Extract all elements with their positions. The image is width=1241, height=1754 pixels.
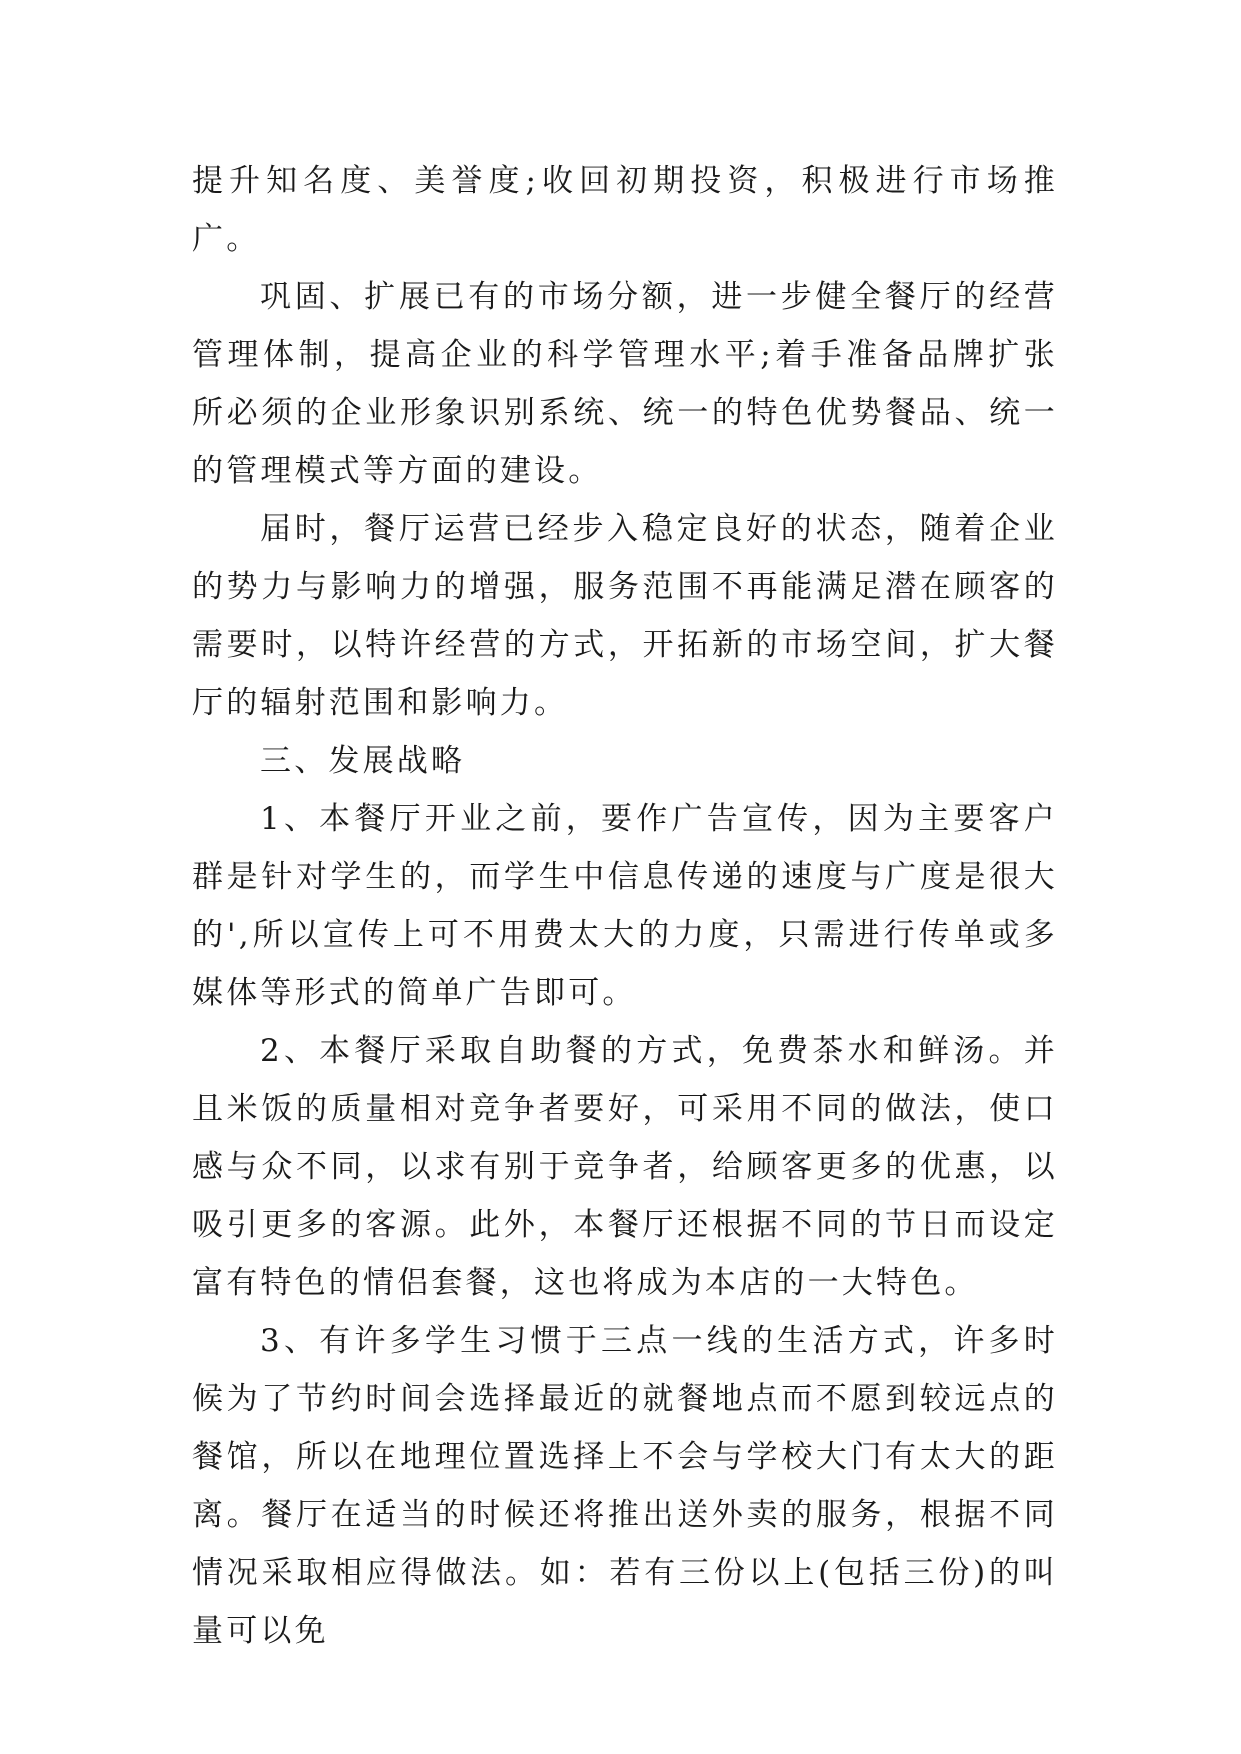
paragraph-strategy-2: 2、本餐厅采取自助餐的方式，免费茶水和鲜汤。并且米饭的质量相对竞争者要好，可采用不同的做法，使口感与众不同，以求有别于竞争者，给顾客更多的优惠，以吸引更多的客源。此外，本餐厅还根据不同的节日而设定富有特色的情侣套餐，这也将成为本店的一大特色。 xyxy=(192,1033,1058,1301)
paragraph-strategy-1: 1、本餐厅开业之前，要作广告宣传，因为主要客户群是针对学生的，而学生中信息传递的速度与广度是很大的',所以宣传上可不用费太大的力度，只需进行传单或多媒体等形式的简单广告即可。 xyxy=(192,801,1058,1011)
paragraph-consolidate-market: 巩固、扩展已有的市场分额，进一步健全餐厅的经营管理体制，提高企业的科学管理水平;着手准备品牌扩张所必须的企业形象识别系统、统一的特色优势餐品、统一的管理模式等方面的建设。 xyxy=(192,279,1058,489)
paragraph-intro-continuation: 提升知名度、美誉度;收回初期投资，积极进行市场推广。 xyxy=(192,163,1058,257)
document-body xyxy=(192,152,1058,1660)
paragraph-strategy-3: 3、有许多学生习惯于三点一线的生活方式，许多时候为了节约时间会选择最近的就餐地点而不愿到较远点的餐馆，所以在地理位置选择上不会与学校大门有太大的距离。餐厅在适当的时候还将推出送外卖的服务，根据不同情况采取相应得做法。如：若有三份以上(包括三份)的叫量可以免 xyxy=(192,1323,1058,1649)
paragraph-franchise-expansion: 届时，餐厅运营已经步入稳定良好的状态，随着企业的势力与影响力的增强，服务范围不再能满足潜在顾客的需要时，以特许经营的方式，开拓新的市场空间，扩大餐厅的辐射范围和影响力。 xyxy=(192,511,1058,721)
section-heading-development-strategy: 三、发展战略 xyxy=(260,743,466,779)
